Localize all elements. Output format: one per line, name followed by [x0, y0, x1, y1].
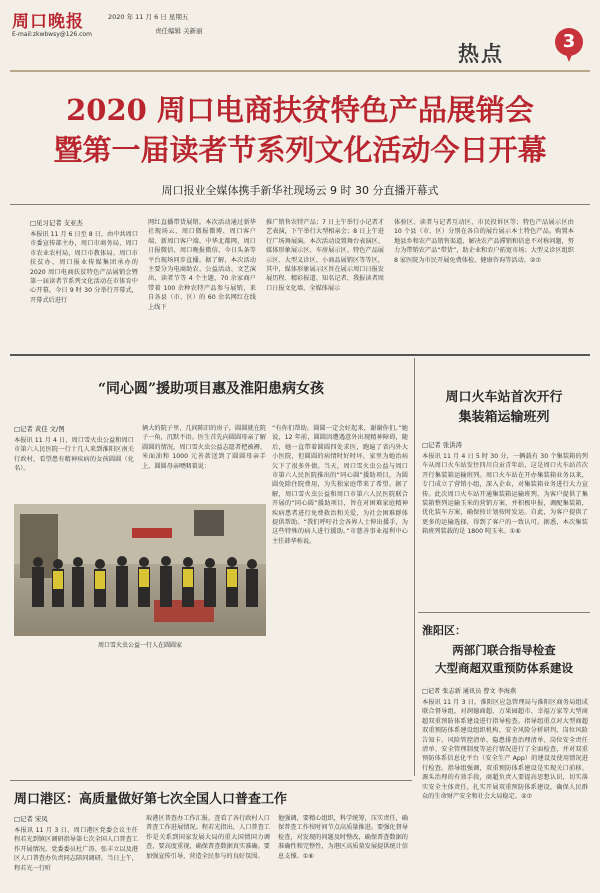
tongxinyuan-byline: □记者 黄佳 文/图 — [14, 425, 65, 433]
census-col-3: 他强调，要精心组织，科学统筹，压实责任，确保普查工作按时间节点高质量推进。要强化督导检查，对发现的问题及时整改，确保普查数据的准确性和完整性，为港区高质量发展提供统计信息支撑。①⑥ — [278, 815, 408, 860]
lead-col1-text: 本报讯 11 月 6 日至 8 日，由中共周口市委宣传部主办，周口市商务局、周口市农业农村局、周口市教体局、周口市扶贫办、周口报业传媒集团承办的 2020 周口电商扶贫特色产品展销会暨第一届读者节系列文化活动在市体育中心开幕，今日 9 时 30 分举行开幕式，开幕式后进行 — [30, 231, 138, 304]
huaiyang-region: 淮阳区： — [422, 624, 466, 637]
right-divider — [418, 612, 590, 613]
census-title: 周口港区：高质量做好第七次全国人口普查工作 — [14, 792, 288, 807]
tongxinyuan-col-2: 俩大的院子里，几间陈旧的房子，圆圆就在院子一角，沉默不语。医生首先向圆圆母亲了解圆圆的情况，周口雪火虫公益志愿者把被褥、米面油和 1000 元善款送到了圆圆母亲手上，圆圆母亲哽咽着说： — [142, 425, 266, 470]
lead-col-1 — [30, 218, 138, 330]
newspaper-logo: 周口晚报 — [12, 12, 84, 32]
huaiyang-byline: □记者 张志新 通讯员 曹文 李海燕 — [422, 688, 517, 695]
station-body: 本报讯 11 月 4 日 5 时 30 分，一辆载有 30 个集装箱的列车从周口火车站发往四川自贡青年站，这是周口火车站首次开行集装箱运输班列。周口火车站在开办集装箱业务以来，专门成立了营销小组，深入企业，对集装箱业务进行大力宣传。此次周口火车站开通集装箱运输班列，为客户提供了集装箱整列运输玉米的营销方案，并积极申报，调配集装箱，优化装车方案，确保按计划按时发运。自此，为客户提供了更多的运输选择，得到了客户的一致认可。据悉，本次集装箱班列装载的是 1800 吨玉米。①⑥ — [422, 453, 588, 536]
census-top-rule — [10, 780, 412, 781]
lead-col-3: 推广销售农特产品；7 日上午举行小记者才艺表演，下午举行大型相亲会；8 日上午进行广场舞展演。本次活动设置舞台表演区、媒体形象展示区、车房展示区、特色产品展示区、大型义诊区、小商品展销区等等区，其中，媒体形象展示区旨在展示周口日报发展历程、精彩报道、知名记者、我报读者周口日报文化墙、全媒体展示 — [266, 219, 384, 292]
page-badge-tail — [565, 52, 573, 62]
lead-byline: □见习记者 支亚杰 — [30, 219, 83, 227]
census-byline: □记者 宋凤 — [14, 815, 48, 823]
masthead-date: 2020 年 11 月 6 日 星期五 — [108, 13, 189, 21]
story-station — [418, 358, 590, 608]
tongxinyuan-title: “同心圆”援助项目惠及淮阳患病女孩 — [97, 381, 325, 397]
huaiyang-title-line2: 大型商超双重预防体系建设 — [435, 661, 573, 675]
station-title-line2: 集装箱运输班列 — [458, 410, 550, 425]
right-column-rule — [414, 358, 415, 776]
page-number: 3 — [562, 31, 576, 52]
lead-title-line2: 暨第一届读者节系列文化活动今日开幕 — [53, 133, 547, 167]
story-huaiyang — [418, 614, 590, 886]
tongxinyuan-col-1: 本报讯 11 月 4 日，周口雪火虫公益和周口市第六人民医院一行十几人来到淮阳区南关行政村，看望患有精神疾病的女孩圆圆（化名）。 — [14, 437, 134, 473]
story-tongxinyuan — [10, 358, 412, 778]
station-title-line1: 周口火车站首次开行 — [445, 390, 563, 405]
section-name: 热点 — [458, 41, 504, 66]
masthead-email: E-mail:zkwbwsy@126.com — [12, 31, 92, 38]
masthead-editors: 责任编辑 关新丽 — [155, 27, 203, 35]
census-col-2: 取港区普查办工作汇报，查看了各行政村人口普查工作进展情况。程若光指出，人口普查工作是关系到国家发展大局的重大国情国力调查，要高度重视，确保普查数据真实准确。要加强宣传引导，营造全民参与的良好氛围。 — [146, 815, 270, 860]
lead-col-4: 体验区、读者与记者互动区、市民投诉区等；特色产品展示区由 10 个县（市、区）分别在各自的展台展示本土特色产品。购置本地县乡和农产品销售渠道，解决农产品滞销和信息不对称问题，努力为带销农产品“带货”，助企业和农户拓宽市场；大型义诊区组织 8 家医院为市民开展免费体检、健康咨询等活动。②⑦ — [394, 219, 574, 264]
lead-bottom-divider — [10, 354, 590, 356]
tongxinyuan-photo — [14, 504, 266, 636]
station-byline: □记者 张洪涛 — [422, 441, 463, 449]
masthead — [0, 0, 600, 78]
huaiyang-title-line1: 两部门联合指导检查 — [452, 643, 556, 657]
tongxinyuan-photo-caption: 周口雪火虫公益一行人在圆圆家 — [97, 642, 182, 649]
lead-subtitle: 周口报业全媒体携手新华社现场云 9 时 30 分直播开幕式 — [161, 184, 439, 197]
lead-title-line1: 2020 周口电商扶贫特色产品展销会 — [66, 93, 534, 127]
tongxinyuan-col-3: “有你们帮助，圆圆一定会好起来，谢谢你们。”她说，12 年前，圆圆因遭遇意外出现精神障碍，随后，她一直带着圆圆四处求医，跑遍了省内外大小医院，但圆圆的病情时好时坏，家里为她治病欠下了很多外债。当天，周口雪火虫公益与周口市第六人民医院推出的“同心圆”援助项目，为圆圆免除住院费用，为失独家庭带来了希望。据了解，周口雪火虫公益和周口市第六人民医院联合开展的“同心圆”援助项目，旨在对困难家庭精神疾病患者进行免费救治和关爱，为社会困难群体提供帮助。“我们呼吁社会各界人士伸出援手，为这些特殊的病人进行援助。”市慈善事业福利中心主任韩华称说。 — [272, 425, 408, 545]
huaiyang-body: 本报讯 11 月 3 日，淮阳区应急管理局与淮阳区商务局组成联合督导组，对润德商超、万果园超市、幸福万家等大型商超双重预防体系建设进行指导检查。指导组重点对大型商超双重预防体系建设组织机构、安全风险分析研判、岗位风险告知卡、风险管控清单、隐患排查治理清单、岗位安全责任清单、安全管理制度等运行情况进行了全面检查，并对双重预防体系信息化平台（安全生产 App）的建设及使用情况进行检查。指导组强调，双重预防体系建设是实现关口前移、源头治理的有效手段，商超负责人要提高思想认识，切实落实安全主体责任，扎实开展双重预防体系建设，确保人民群众的生命财产安全和社会大局稳定。②⑦ — [422, 699, 588, 801]
lead-divider — [10, 204, 590, 205]
photo-people — [14, 504, 266, 636]
lead-col-2: 网红直播带货展销。本次活动通过新华社现场云、周口微报微博、周口客户端、新周口客户端、中华北都网、周口日报微信、周口晚报微信、今日头条等平台现场同步直播。据了解，本次活动主要分为电商助农、公益活动、文艺演出、读者节等 4 个主题，70 余家商户带着 100 余种农特产品参与展销，来自各县（市、区）的 60 余名网红在线上线下 — [148, 219, 256, 311]
header-divider — [10, 70, 590, 72]
lead-story — [0, 78, 600, 350]
story-census — [10, 782, 412, 890]
census-col-1: 本报讯 11 月 3 日，周口港区党委会议主任程若光到镇区调研指导第七次全国人口普查工作开展情况。党委委员杜广涛、张丰立以及港区人口普查办负责同志陪同调研。当日上午，程若光一行听 — [14, 827, 138, 872]
